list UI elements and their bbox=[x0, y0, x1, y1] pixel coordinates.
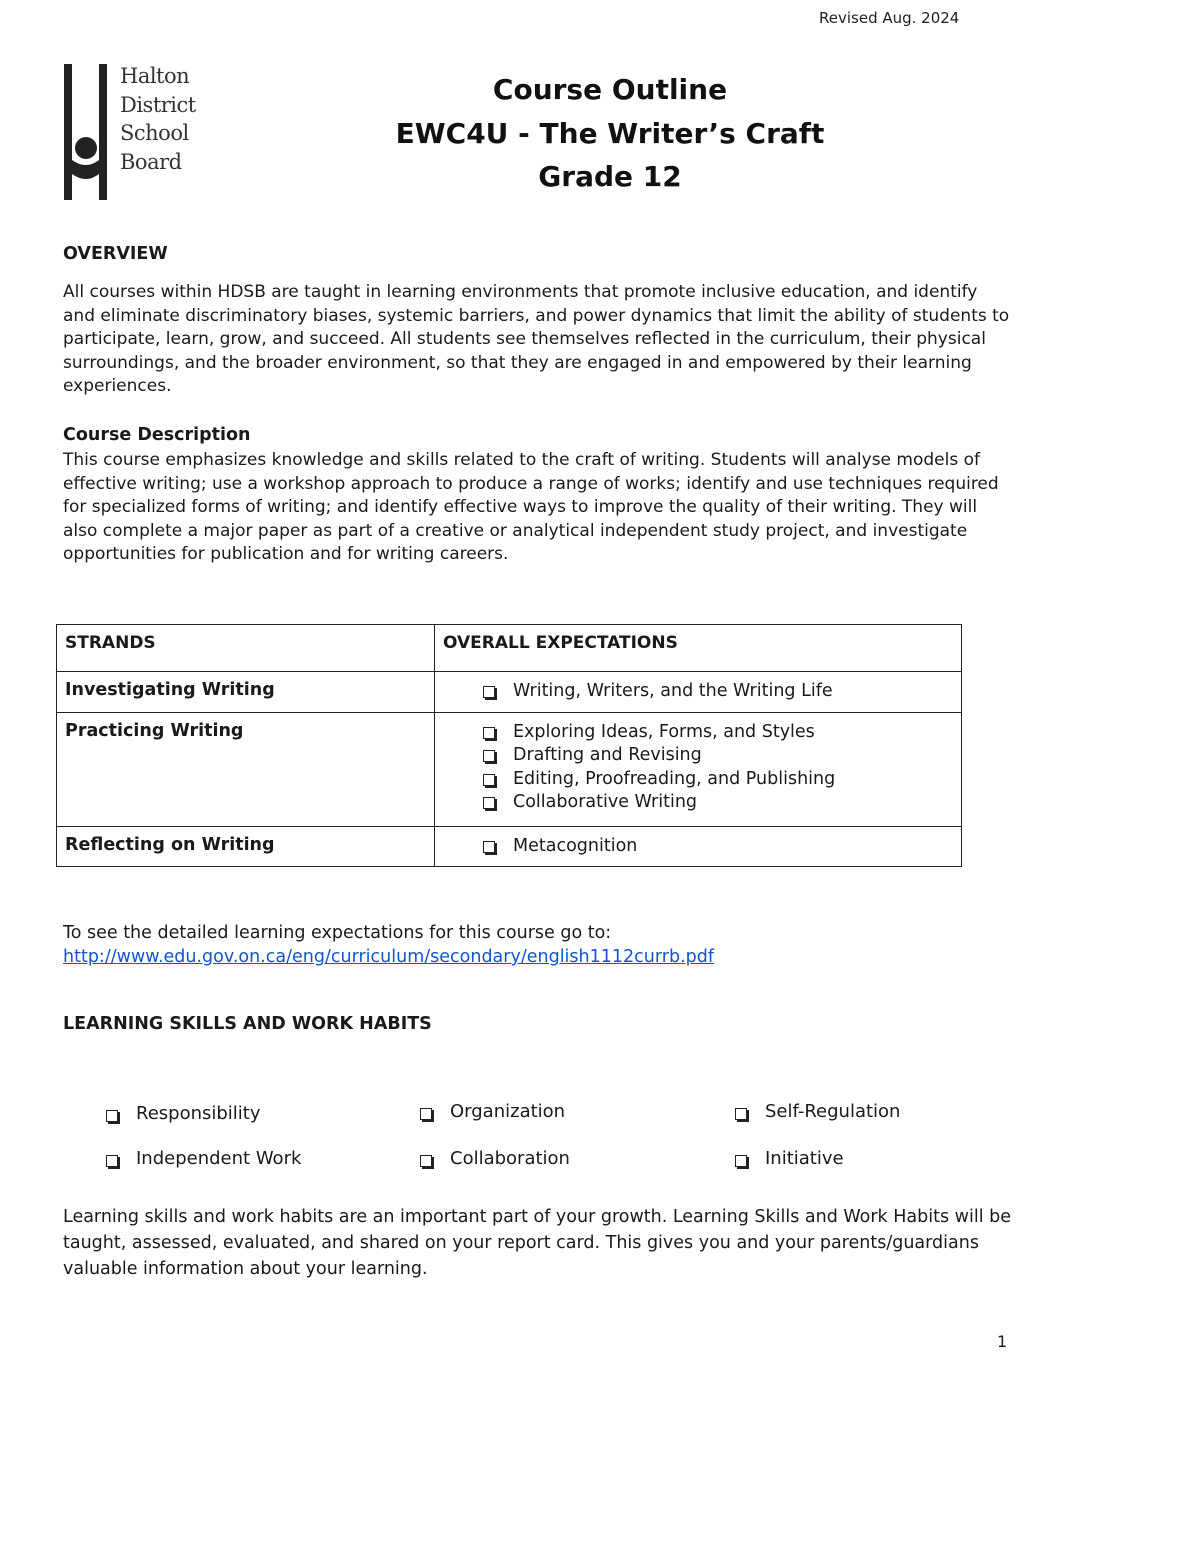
table-header-row bbox=[57, 625, 962, 672]
page-number: 1 bbox=[997, 1332, 1008, 1351]
expectation-text: Writing, Writers, and the Writing Life bbox=[513, 681, 833, 701]
skill-label: Organization bbox=[450, 1101, 566, 1122]
skill-label: Independent Work bbox=[136, 1148, 302, 1169]
list-item bbox=[104, 1148, 301, 1169]
skill-label: Collaboration bbox=[450, 1148, 570, 1169]
logo-line: Board bbox=[120, 149, 182, 174]
expectations-intro: To see the detailed learning expectations for this course go to: bbox=[63, 923, 612, 943]
list-item bbox=[481, 680, 953, 704]
title-course-code: EWC4U - The Writer’s Craft bbox=[395, 116, 825, 150]
list-item bbox=[481, 721, 953, 745]
column-header-strands: STRANDS bbox=[57, 625, 435, 672]
course-description-heading: Course Description bbox=[63, 425, 251, 445]
expectations-cell bbox=[435, 672, 962, 713]
checkbox-icon bbox=[420, 1108, 432, 1120]
curriculum-link-line bbox=[63, 945, 714, 969]
list-item bbox=[418, 1148, 570, 1169]
logo-line: District bbox=[120, 92, 196, 117]
strand-name: Investigating Writing bbox=[57, 672, 435, 713]
checkbox-icon bbox=[735, 1108, 747, 1120]
list-item bbox=[481, 768, 953, 792]
title-grade: Grade 12 bbox=[538, 160, 682, 193]
learning-skills-text: Learning skills and work habits are an important part of your growth. Learning Skills and Work Habits will be taught, assessed, evaluated, and shared on your report card. This gives you and your parents/guardians valuable information about your learning. bbox=[63, 1207, 1011, 1279]
overview-text: All courses within HDSB are taught in learning environments that promote inclusive education, and identify and eliminate discriminatory biases, systemic barriers, and power dynamics that limit the ability of students to participate, learn, grow, and succeed. All students see themselves reflected in the curriculum, their physical surroundings, and the broader environment, so that they are engaged in and empowered by their learning experiences. bbox=[63, 282, 1010, 396]
checkbox-icon bbox=[483, 686, 495, 698]
expectation-text: Metacognition bbox=[513, 835, 638, 856]
learning-skills-heading: LEARNING SKILLS AND WORK HABITS bbox=[63, 1014, 432, 1034]
expectations-cell bbox=[435, 826, 962, 867]
skill-label: Responsibility bbox=[136, 1103, 261, 1124]
list-item bbox=[418, 1101, 565, 1122]
strand-name: Practicing Writing bbox=[57, 712, 435, 826]
logo-line: Halton bbox=[120, 64, 190, 88]
title-course-outline: Course Outline bbox=[492, 73, 728, 106]
expectations-cell bbox=[435, 712, 962, 826]
logo-line: School bbox=[120, 121, 189, 145]
strands-table bbox=[56, 624, 962, 867]
list-item bbox=[481, 835, 953, 859]
logo-wordmark bbox=[120, 62, 196, 176]
checkbox-icon bbox=[420, 1155, 432, 1167]
list-item bbox=[104, 1103, 261, 1124]
table-row bbox=[57, 672, 962, 713]
list-item bbox=[481, 744, 953, 768]
expectation-text: Exploring Ideas, Forms, and Styles bbox=[513, 721, 815, 742]
checkbox-icon bbox=[483, 797, 495, 809]
hdsb-logo bbox=[62, 62, 212, 202]
expectations-list bbox=[443, 721, 953, 815]
list-item bbox=[733, 1101, 900, 1122]
expectation-text: Collaborative Writing bbox=[513, 792, 698, 812]
expectation-text: Drafting and Revising bbox=[513, 745, 702, 765]
expectations-list bbox=[443, 835, 953, 859]
checkbox-icon bbox=[106, 1155, 118, 1167]
column-header-expectations: OVERALL EXPECTATIONS bbox=[435, 625, 962, 672]
checkbox-icon bbox=[483, 750, 495, 762]
checkbox-icon bbox=[106, 1110, 118, 1122]
curriculum-link[interactable]: http://www.edu.gov.on.ca/eng/curriculum/secondary/english1112currb.pdf bbox=[63, 947, 715, 967]
list-item bbox=[481, 791, 953, 815]
skill-label: Self-Regulation bbox=[765, 1101, 901, 1122]
hdsb-logo-mark-icon bbox=[62, 62, 117, 202]
checkbox-icon bbox=[483, 841, 495, 853]
table-row bbox=[57, 826, 962, 867]
expectation-text: Editing, Proofreading, and Publishing bbox=[513, 768, 836, 789]
course-description-text: This course emphasizes knowledge and skills related to the craft of writing. Students will analyse models of effective writing; use a workshop approach to produce a range of works; identify and use techniques required for specialized forms of writing; and identify effective ways to improve the quality of their writing. They will also complete a major paper as part of a creative or analytical independent study project, and investigate opportunities for publication and for writing careers. bbox=[63, 450, 999, 564]
overview-heading: OVERVIEW bbox=[63, 244, 168, 264]
table-row bbox=[57, 712, 962, 826]
strand-name: Reflecting on Writing bbox=[57, 826, 435, 867]
revised-date: Revised Aug. 2024 bbox=[819, 9, 960, 27]
skill-label: Initiative bbox=[765, 1148, 844, 1169]
expectations-list bbox=[443, 680, 953, 704]
document-title bbox=[300, 68, 920, 199]
checkbox-icon bbox=[483, 727, 495, 739]
checkbox-icon bbox=[735, 1155, 747, 1167]
list-item bbox=[733, 1148, 844, 1169]
checkbox-icon bbox=[483, 774, 495, 786]
